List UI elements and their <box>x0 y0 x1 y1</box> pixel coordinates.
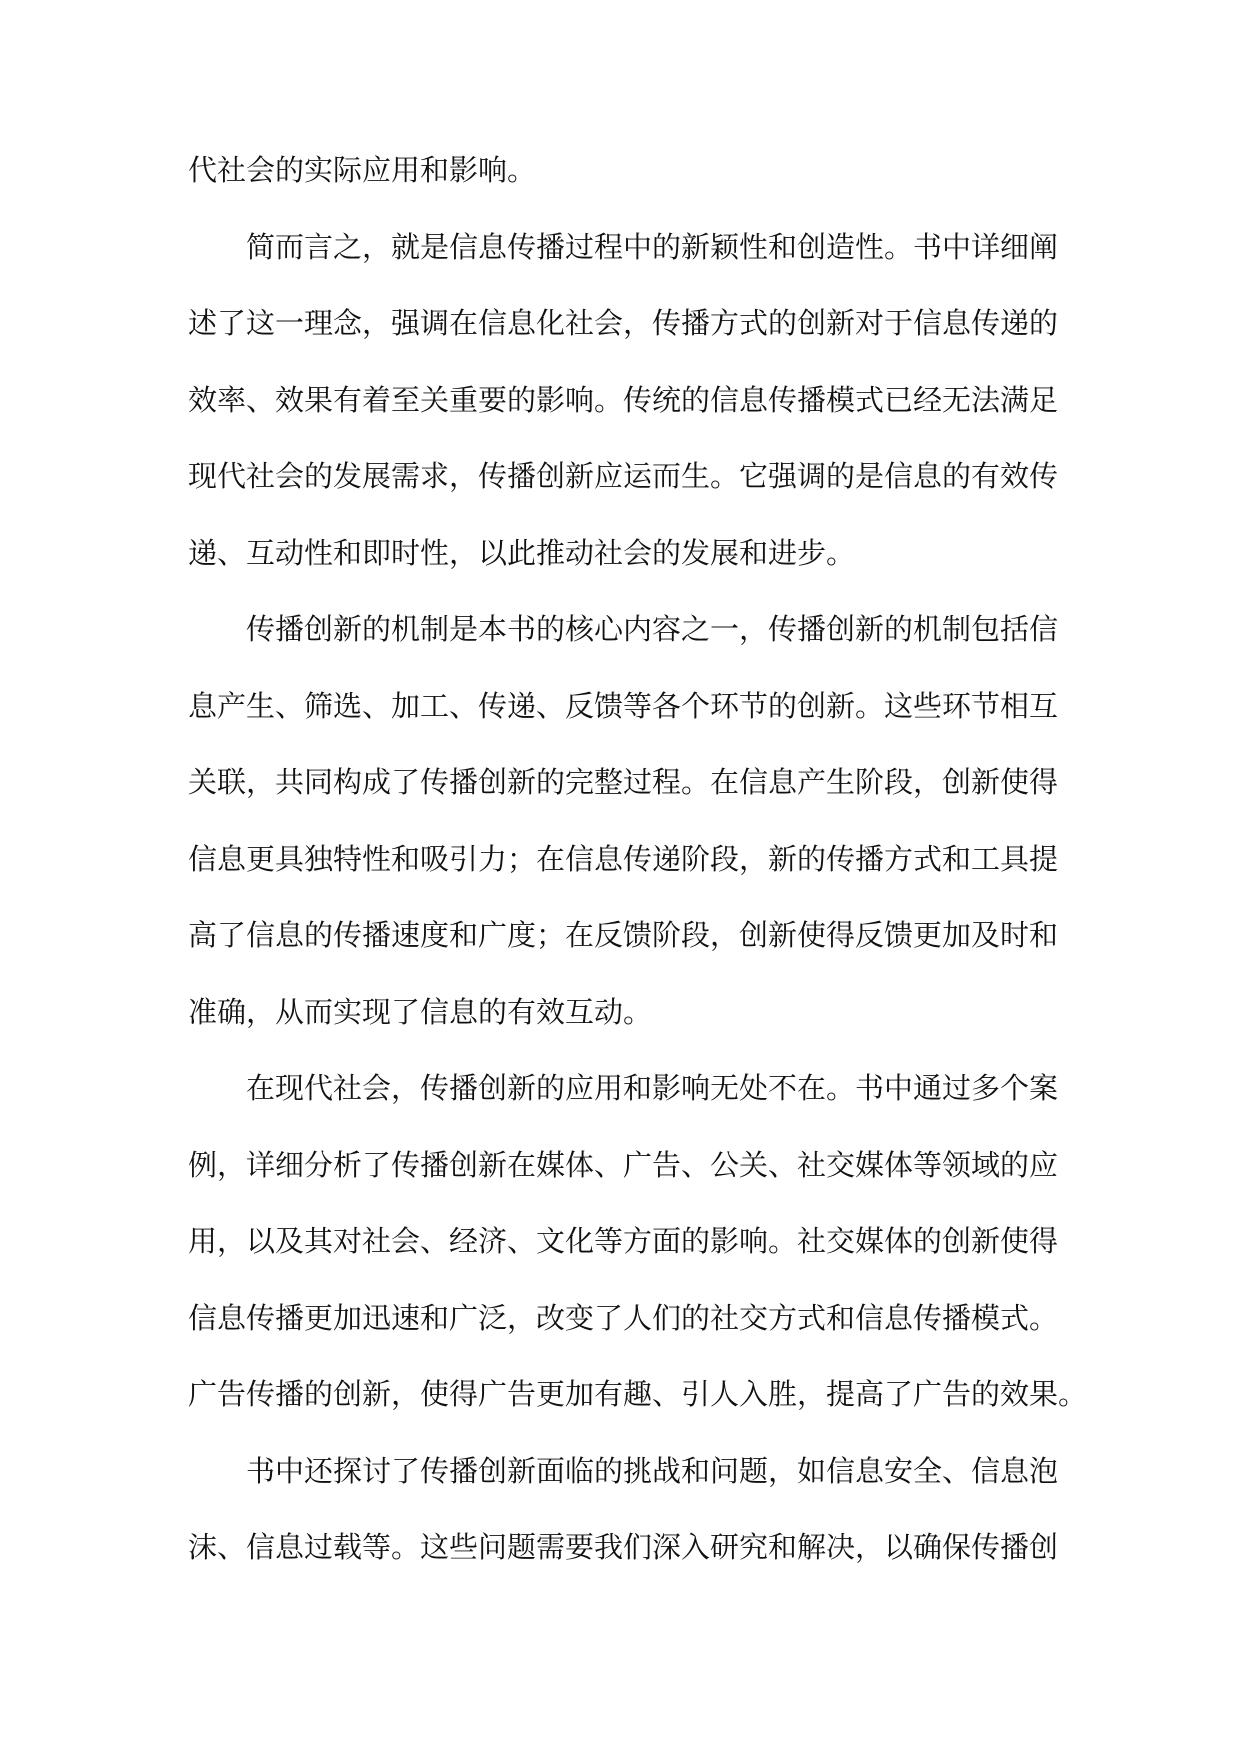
text-line: 在现代社会，传播创新的应用和影响无处不在。书中通过多个案 <box>246 1071 1059 1105</box>
text-line: 关联，共同构成了传播创新的完整过程。在信息产生阶段，创新使得 <box>188 765 1059 799</box>
text-line: 例，详细分析了传播创新在媒体、广告、公关、社交媒体等领域的应 <box>188 1147 1059 1182</box>
paragraph <box>188 599 1058 1058</box>
paragraph <box>188 217 1058 600</box>
text-line: 述了这一理念，强调在信息化社会，传播方式的创新对于信息传递的 <box>188 306 1059 340</box>
text-line: 信息更具独特性和吸引力；在信息传递阶段，新的传播方式和工具提 <box>188 841 1059 876</box>
text-line: 沫、信息过载等。这些问题需要我们深入研究和解决，以确保传播创 <box>188 1530 1059 1564</box>
text-line: 现代社会的发展需求，传播创新应运而生。它强调的是信息的有效传 <box>188 459 1059 493</box>
text-line: 书中还探讨了传播创新面临的挑战和问题，如信息安全、信息泡 <box>246 1453 1059 1488</box>
text-line: 传播创新的机制是本书的核心内容之一，传播创新的机制包括信 <box>246 612 1059 646</box>
text-line: 递、互动性和即时性，以此推动社会的发展和进步。 <box>188 535 856 570</box>
text-line: 简而言之，就是信息传播过程中的新颖性和创造性。书中详细阐 <box>246 229 1059 264</box>
text-line: 信息传播更加迅速和广泛，改变了人们的社交方式和信息传播模式。 <box>188 1300 1059 1335</box>
text-line: 高了信息的传播速度和广度；在反馈阶段，创新使得反馈更加及时和 <box>188 918 1059 952</box>
text-line: 准确，从而实现了信息的有效互动。 <box>188 994 653 1029</box>
document-body <box>188 140 1088 1594</box>
paragraph <box>188 1058 1088 1441</box>
text-line: 广告传播的创新，使得广告更加有趣、引人入胜，提高了广告的效果。 <box>188 1377 1088 1411</box>
text-line: 效率、效果有着至关重要的影响。传统的信息传播模式已经无法满足 <box>188 382 1059 417</box>
text-line: 代社会的实际应用和影响。 <box>188 153 537 187</box>
paragraph <box>188 140 1058 217</box>
text-line: 息产生、筛选、加工、传递、反馈等各个环节的创新。这些环节相互 <box>188 688 1059 723</box>
text-line: 用，以及其对社会、经济、文化等方面的影响。社交媒体的创新使得 <box>188 1224 1059 1258</box>
paragraph <box>188 1441 1058 1594</box>
